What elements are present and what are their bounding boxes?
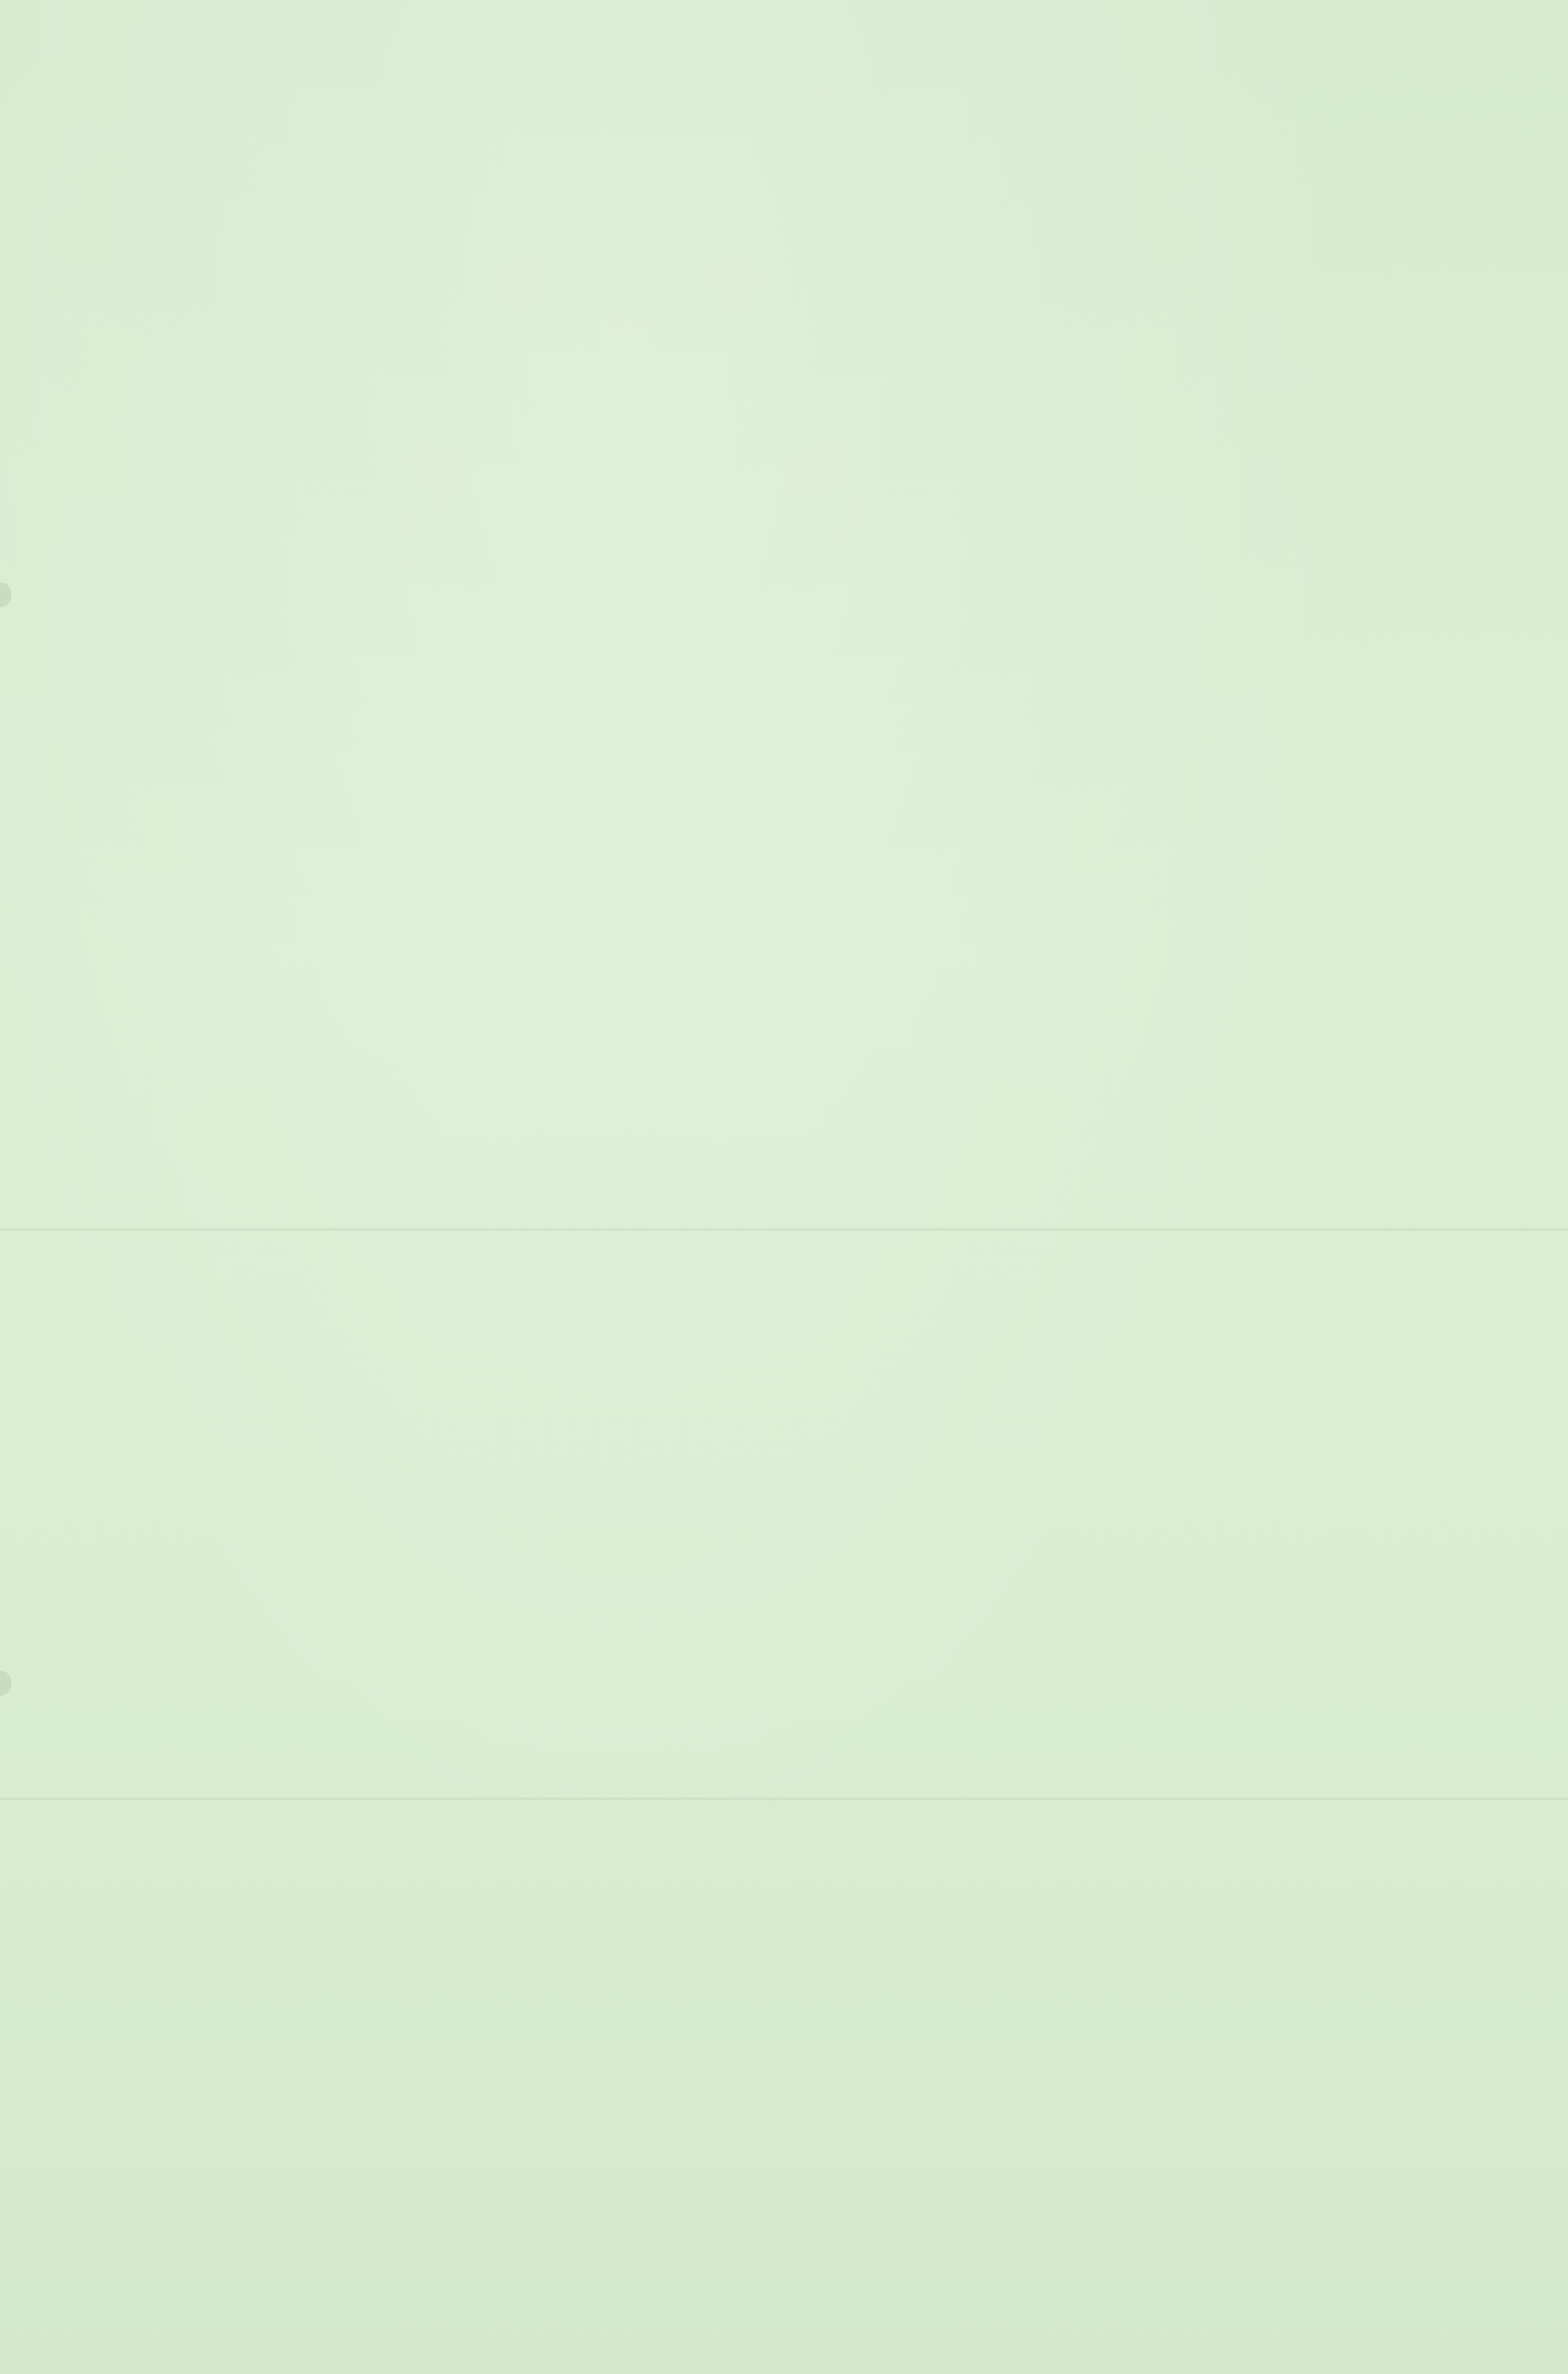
- paper-fold: [0, 1227, 1568, 1231]
- paper-fold: [0, 1797, 1568, 1801]
- paper-edge-mark: [0, 1670, 11, 1696]
- paper-edge-mark: [0, 582, 11, 607]
